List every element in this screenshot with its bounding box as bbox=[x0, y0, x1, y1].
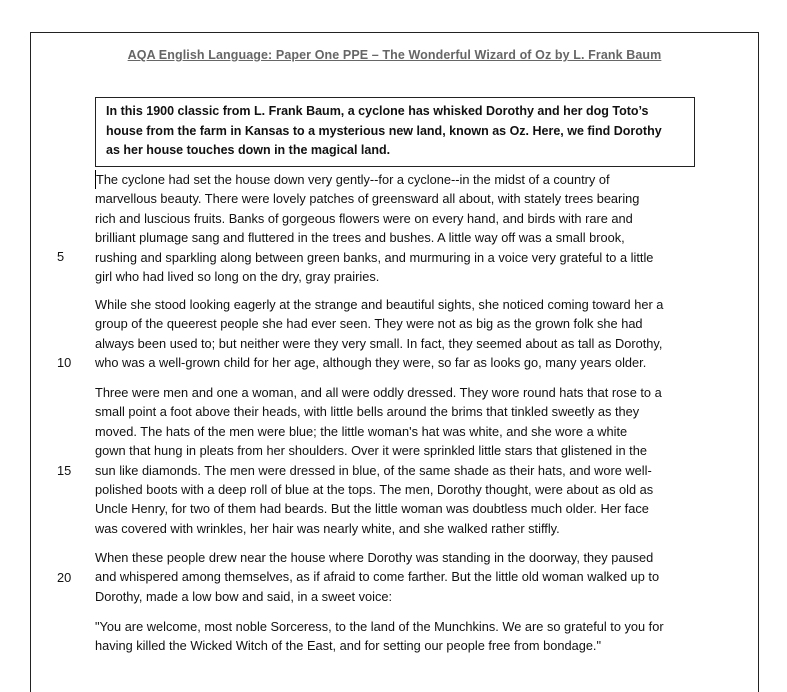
text-line: polished boots with a deep roll of blue at the tops. The men, Dorothy thought, were about as old as bbox=[95, 482, 654, 498]
paragraph-1[interactable] bbox=[95, 170, 705, 286]
intro-line: house from the farm in Kansas to a mysterious new land, known as Oz. Here, we find Dorothy bbox=[106, 123, 662, 138]
line-number: 5 bbox=[57, 249, 65, 264]
text-line: sun like diamonds. The men were dressed in blue, of the same shade as their hats, and wore well- bbox=[95, 462, 652, 478]
text-line: was covered with wrinkles, her hair was nearly white, and she walked rather stiffly. bbox=[95, 520, 560, 536]
text-line: When these people drew near the house where Dorothy was standing in the doorway, they paused bbox=[95, 550, 654, 565]
text-line: always been used to; but neither were they very small. In fact, they seemed about as tall as Dorothy, bbox=[95, 335, 663, 351]
text-line: Three were men and one a woman, and all were oddly dressed. They wore round hats that rose to a bbox=[95, 385, 662, 400]
text-line: who was a well-grown child for her age, although they were, so far as looks go, many years older. bbox=[95, 355, 647, 371]
paragraph-4[interactable] bbox=[95, 548, 705, 606]
line-number: 15 bbox=[57, 463, 72, 478]
text-line: rushing and sparkling along between green banks, and murmuring in a voice very grateful to a little bbox=[95, 249, 654, 265]
paragraph-2[interactable] bbox=[95, 295, 705, 373]
text-line: girl who had lived so long on the dry, gray prairies. bbox=[95, 269, 380, 285]
document-title: AQA English Language: Paper One PPE – The Wonderful Wizard of Oz by L. Frank Baum bbox=[127, 48, 662, 62]
text-line: and whispered among themselves, as if afraid to come farther. But the little old woman walked up to bbox=[95, 569, 660, 585]
intro-line: as her house touches down in the magical land. bbox=[106, 143, 391, 158]
text-line: group of the queerest people she had ever seen. They were not as big as the grown folk she had bbox=[95, 316, 643, 332]
text-line: The cyclone had set the house down very gently--for a cyclone--in the midst of a country of bbox=[95, 170, 705, 189]
line-number: 20 bbox=[57, 570, 72, 585]
intro-line: In this 1900 classic from L. Frank Baum, a cyclone has whisked Dorothy and her dog Toto’s bbox=[106, 104, 649, 118]
text-line: brilliant plumage sang and fluttered in the trees and bushes. A little way off was a small brook, bbox=[95, 230, 625, 246]
text-line: Uncle Henry, for two of them had beards. But the little woman was doubtless much older. Her face bbox=[95, 501, 649, 517]
text-line: gown that hung in pleats from her shoulders. Over it were sprinkled little stars that glistened in the bbox=[95, 443, 647, 459]
text-line: moved. The hats of the men were blue; the little woman's hat was white, and she wore a white bbox=[95, 423, 628, 439]
text-line: small point a foot above their heads, with little bells around the brims that tinkled sweetly as they bbox=[95, 404, 640, 420]
paragraph-5[interactable] bbox=[95, 617, 705, 656]
text-line: Dorothy, made a low bow and said, in a sweet voice: bbox=[95, 588, 393, 604]
text-line: While she stood looking eagerly at the strange and beautiful sights, she noticed coming toward her a bbox=[95, 297, 664, 312]
document-page bbox=[30, 32, 759, 692]
text-line: rich and luscious fruits. Banks of gorgeous flowers were on every hand, and birds with rare and bbox=[95, 210, 633, 226]
line-number: 10 bbox=[57, 355, 72, 370]
text-line: having killed the Wicked Witch of the East, and for setting our people free from bondage." bbox=[95, 638, 602, 654]
intro-box bbox=[95, 97, 695, 167]
text-line: marvellous beauty. There were lovely patches of greensward all about, with stately trees bearing bbox=[95, 191, 640, 207]
text-line: "You are welcome, most noble Sorceress, to the land of the Munchkins. We are so grateful to you for bbox=[95, 619, 664, 634]
paragraph-3[interactable] bbox=[95, 383, 705, 538]
